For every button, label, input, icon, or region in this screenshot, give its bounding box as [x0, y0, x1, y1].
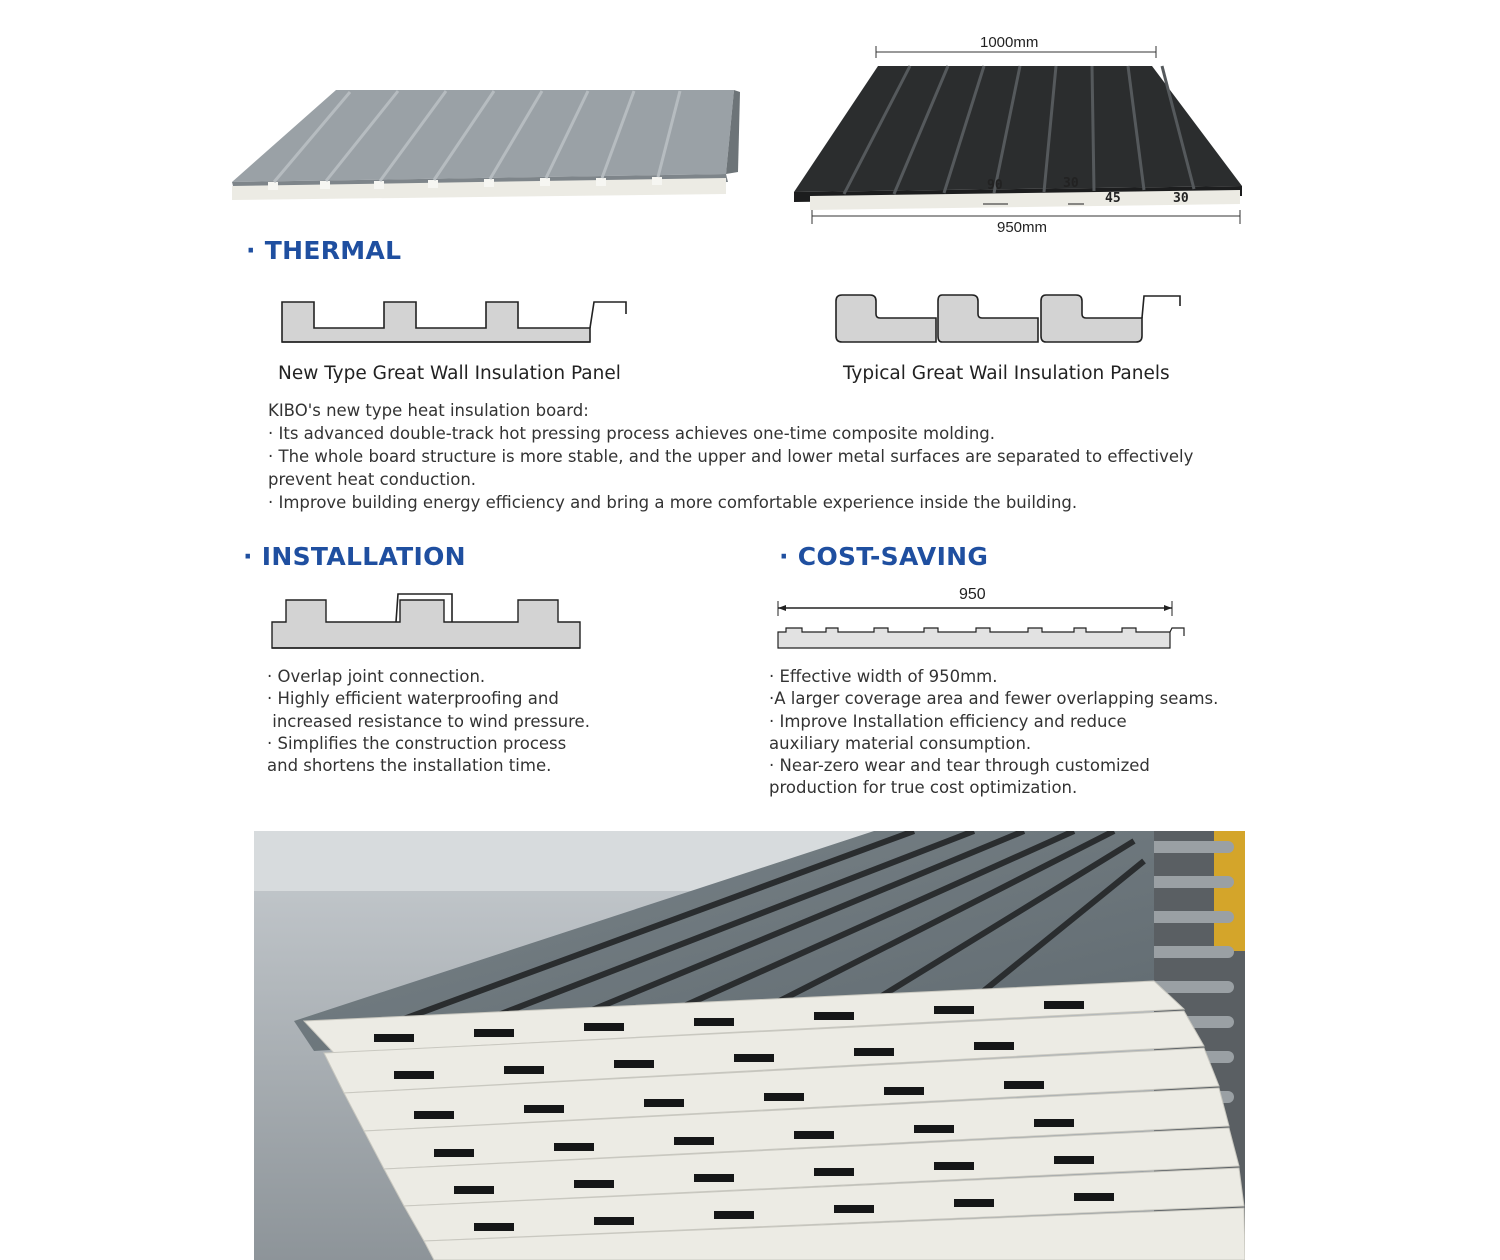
- installation-description: [267, 666, 590, 777]
- cost-line: · Near-zero wear and tear through customized: [769, 756, 1150, 776]
- cost-saving-heading: · COST-SAVING: [779, 542, 989, 571]
- thermal-line: · The whole board structure is more stable, and the upper and lower metal surfaces are separated to effectively: [268, 447, 1194, 466]
- cost-saving-description: [769, 666, 1218, 800]
- dim-90: 90: [987, 178, 1003, 193]
- cost-line: production for true cost optimization.: [769, 778, 1078, 798]
- dim-950mm: 950mm: [997, 219, 1048, 236]
- installation-line: · Overlap joint connection.: [267, 667, 486, 686]
- installation-line: · Simplifies the construction process: [267, 733, 567, 753]
- cost-line: · Improve Installation efficiency and reduce: [769, 711, 1127, 731]
- cost-line: ·A larger coverage area and fewer overlapping seams.: [769, 689, 1219, 709]
- thermal-line: prevent heat conduction.: [268, 470, 477, 489]
- new-panel-caption: New Type Great Wall Insulation Panel: [278, 363, 621, 384]
- new-panel-profile: [278, 298, 630, 348]
- stacked-panels-photo: [254, 831, 1245, 1260]
- cost-line: · Effective width of 950mm.: [769, 667, 998, 686]
- cost-saving-profile: [774, 598, 1190, 652]
- dim-1000mm: 1000mm: [980, 34, 1039, 51]
- installation-heading: · INSTALLATION: [243, 542, 466, 571]
- dim-30-bottom: 30: [1173, 191, 1189, 206]
- typical-panel-profile: [832, 292, 1186, 348]
- thermal-description: [268, 399, 1193, 514]
- installation-line: increased resistance to wind pressure.: [267, 711, 590, 731]
- dim-30-gap: 30: [1063, 176, 1079, 191]
- dim-45: 45: [1105, 191, 1121, 206]
- installation-line: and shortens the installation time.: [267, 756, 552, 776]
- cost-line: auxiliary material consumption.: [769, 733, 1032, 753]
- grey-panel-photo: [228, 82, 743, 202]
- thermal-line: · Its advanced double-track hot pressing process achieves one-time composite molding.: [268, 424, 996, 443]
- thermal-line: · Improve building energy efficiency and bring a more comfortable experience inside the building.: [268, 493, 1078, 512]
- thermal-heading: · THERMAL: [246, 236, 402, 265]
- thermal-line: KIBO's new type heat insulation board:: [268, 401, 589, 420]
- installation-line: · Highly efficient waterproofing and: [267, 689, 559, 709]
- installation-profile: [268, 590, 584, 652]
- typical-panel-caption: Typical Great Wail Insulation Panels: [843, 363, 1170, 384]
- dim-950: 950: [959, 586, 986, 603]
